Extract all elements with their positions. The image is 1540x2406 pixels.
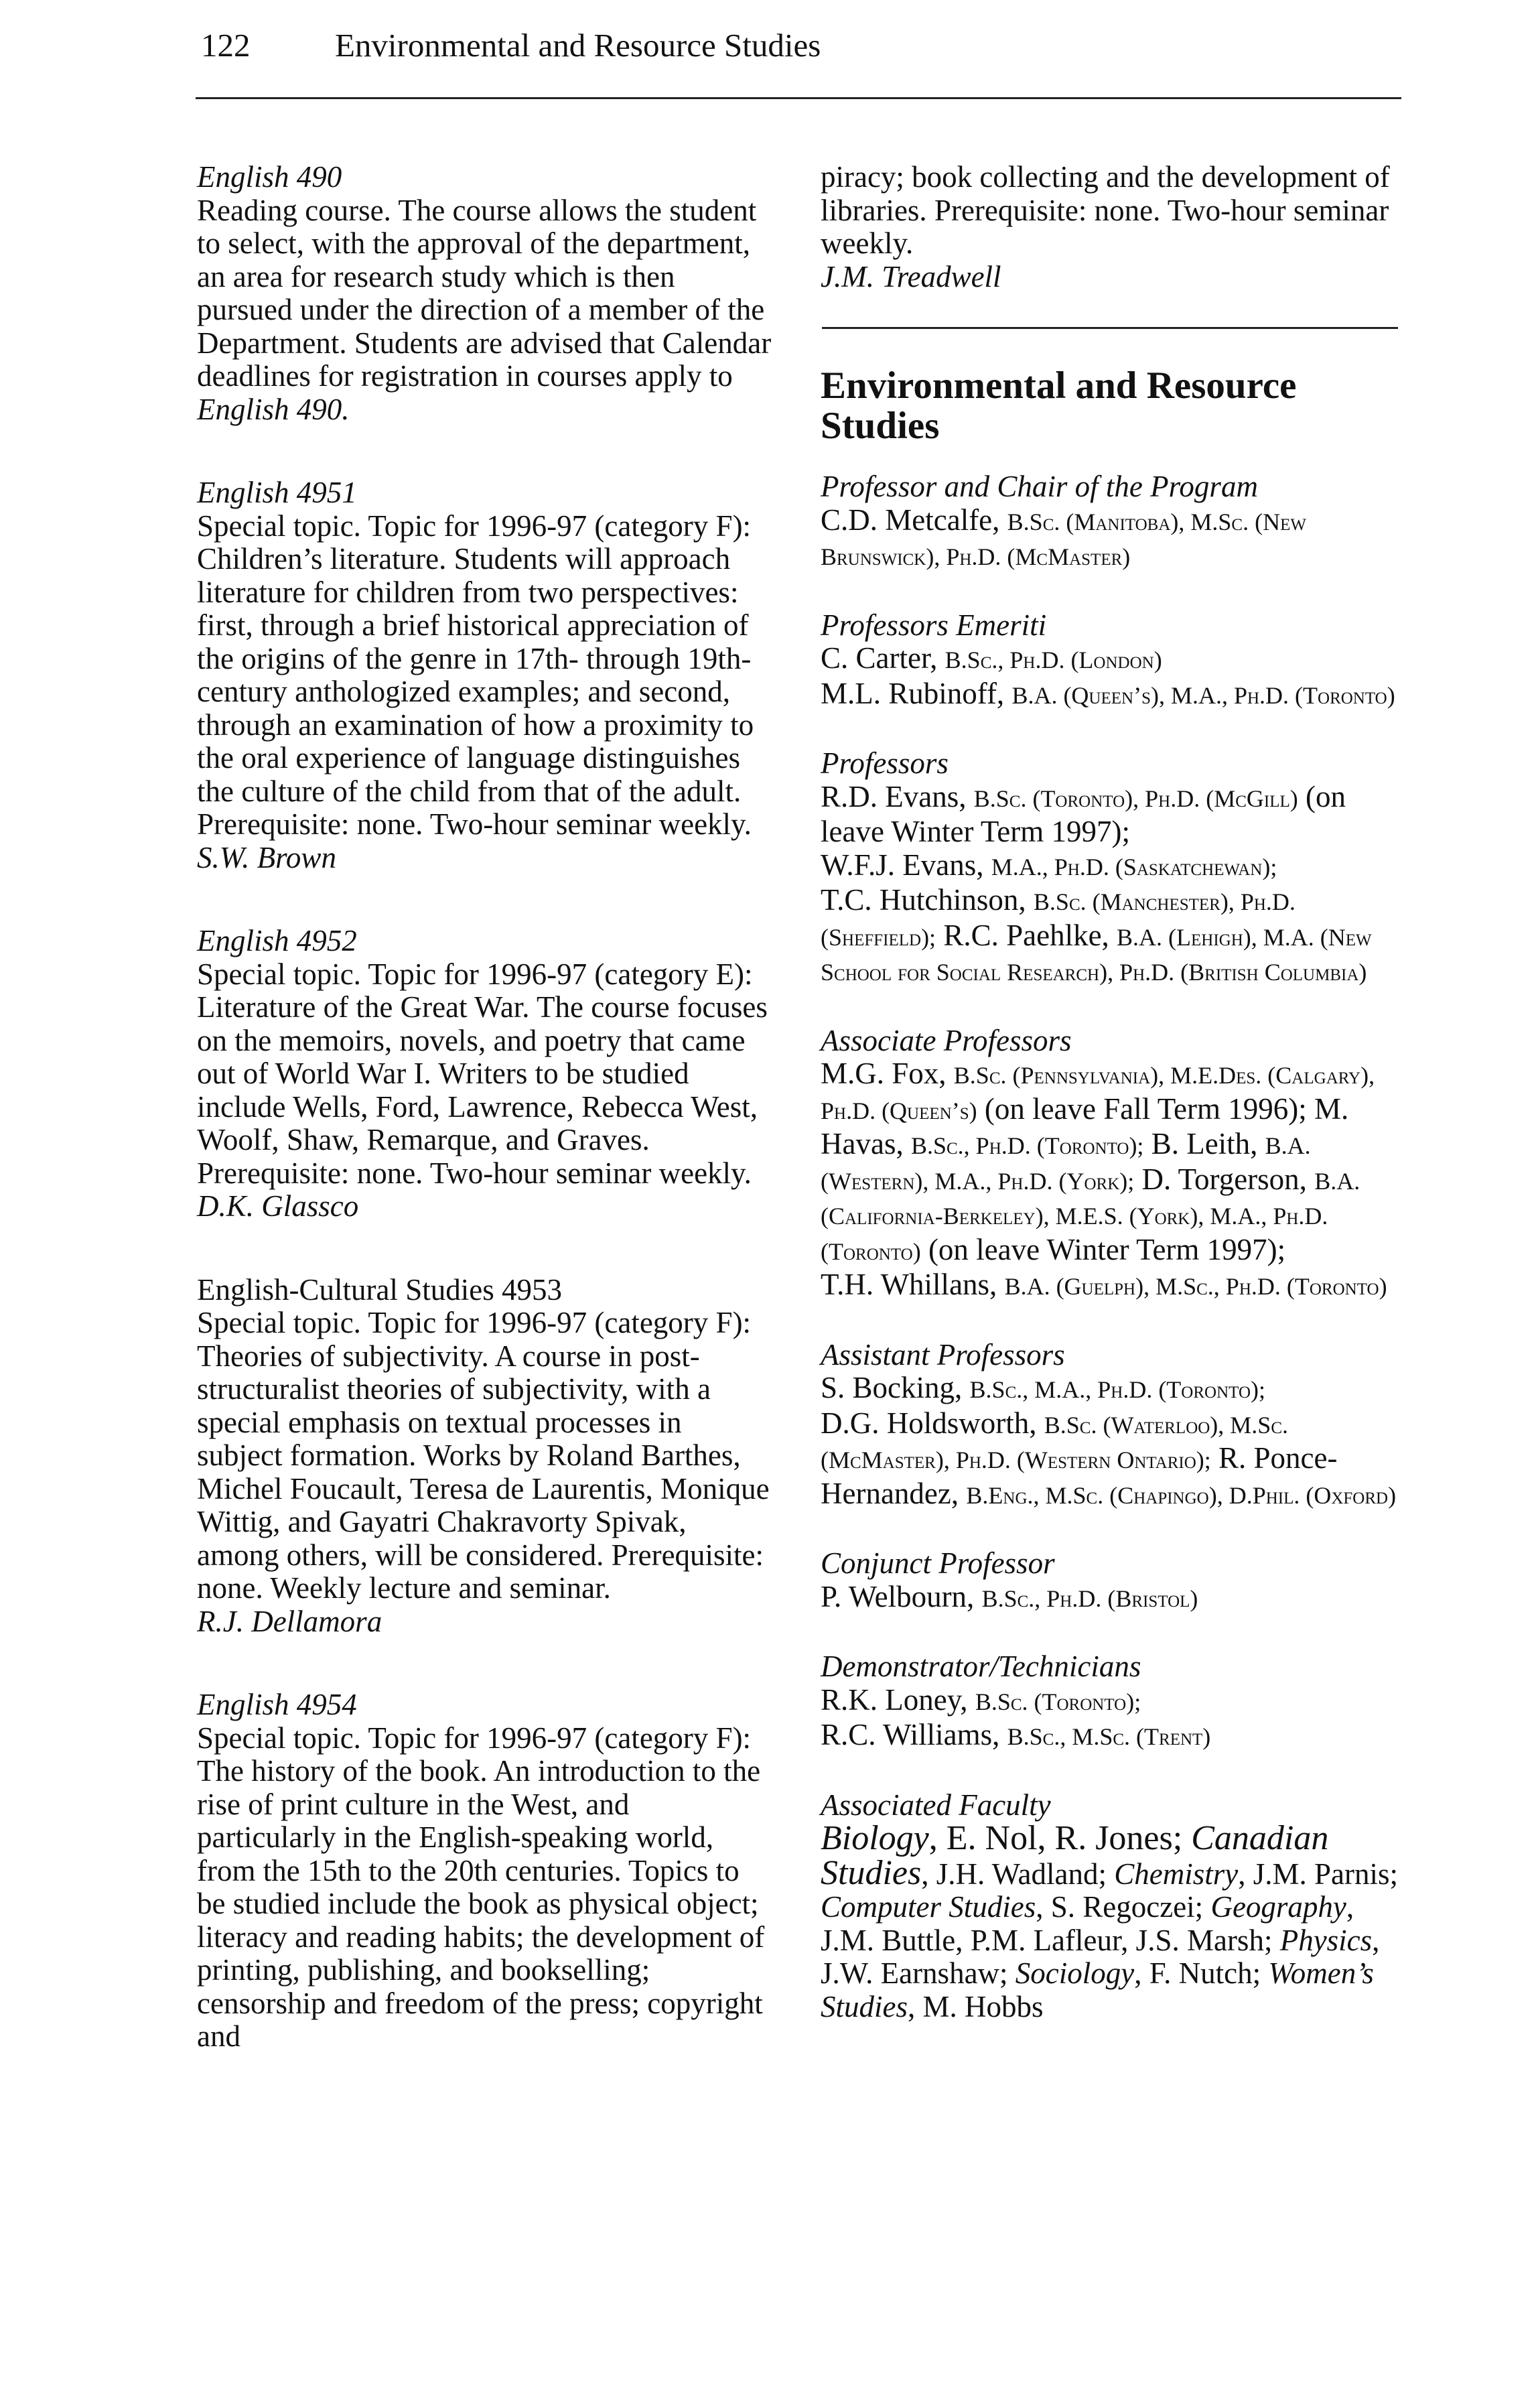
faculty-credentials: B.Sc., M.Sc. (Trent) [1007,1723,1211,1750]
leave-note: (on leave Fall Term 1996); [977,1091,1307,1126]
faculty-name: C. Carter, [821,641,938,675]
faculty-group-technicians [821,1650,1410,1754]
faculty-group-title: Professors Emeriti [821,608,1047,642]
faculty-list [821,1684,1410,1754]
course-title: English 4951 [197,476,357,509]
faculty-name: M.L. Rubinoff, [821,676,1005,710]
faculty-credentials: B.Sc. (Toronto); [975,1688,1141,1715]
page-number: 122 [201,27,251,64]
department-name: Physics [1279,1923,1373,1957]
faculty-name: T.H. Whillans, [821,1268,997,1301]
faculty-group-title: Professor and Chair of the Program [821,470,1258,503]
course-instructor: J.M. Treadwell [821,259,1001,293]
course-title: English 490 [197,160,342,194]
faculty-name: D.G. Holdsworth, [821,1406,1037,1440]
faculty-group-title: Conjunct Professor [821,1546,1055,1580]
faculty-credentials: B.Sc. (Pennsylvania), M.E.Des. (Calgary), Ph.D. (Queen’s) [821,1062,1375,1124]
faculty-name: R.D. Evans, [821,779,967,813]
faculty-names: , J.H. Wadland; [921,1857,1115,1891]
faculty-names: , J.M. Buttle, P.M. Lafleur, J.S. Marsh; [821,1890,1354,1957]
faculty-names: , M. Hobbs [908,1989,1044,2023]
faculty-credentials: B.Sc. (Toronto), Ph.D. (McGill) [973,785,1298,812]
faculty-credentials: B.A. (Western), M.A., Ph.D. (York); [821,1132,1311,1195]
right-column [821,161,1410,2058]
faculty-name: R.C. Paehlke, [936,918,1109,952]
faculty-name: B. Leith, [1143,1127,1258,1160]
course-entry [197,1274,773,1639]
faculty-credentials: B.Sc. (Manitoba), M.Sc. (New Brunswick), Ph.D. (McMaster) [821,508,1306,570]
course-continuation: piracy; book collecting and the development of libraries. Prerequisite: none. Two-hour seminar weekly. [821,160,1390,260]
department-name: Biology [821,1819,929,1857]
department-name: Sociology [1015,1956,1135,1990]
course-instructor: S.W. Brown [197,840,336,874]
course-entry [197,1688,773,2054]
faculty-group-title: Assistant Professors [821,1337,1065,1372]
faculty-names: , E. Nol, R. Jones; [928,1819,1192,1857]
faculty-group-title: Demonstrator/Technicians [821,1650,1141,1683]
course-entry [197,925,773,1223]
faculty-list [821,1372,1410,1512]
faculty-credentials: B.A. (Lehigh), M.A. (New School for Social Research), Ph.D. (British Columbia) [821,923,1372,986]
faculty-name: P. Welbourn, [821,1579,975,1613]
leave-note: (on leave Winter Term 1997); [821,779,1346,848]
running-header [201,25,821,66]
department-name: Women’s Studies [821,1956,1374,2023]
faculty-list [821,504,1410,574]
faculty-name: R. Ponce-Hernandez, [821,1441,1338,1510]
faculty-group-assistant [821,1339,1410,1513]
header-rule [196,97,1401,99]
leave-note: (on leave Winter Term 1997); [920,1232,1286,1266]
department-name: Computer Studies [821,1890,1036,1924]
faculty-list [821,642,1410,712]
faculty-names: , F. Nutch; [1134,1956,1269,1990]
course-description: Special topic. Topic for 1996-97 (category E): Literature of the Great War. The course focuses on the memoirs, novels, and poetry that came out of World War I. Writers to be studied include Wells, Ford, Lawrence, Rebecca West, Woolf, Shaw, Remarque, and Graves. Prerequisite: none. Two-hour seminar weekly. [197,957,768,1190]
faculty-name: M.G. Fox, [821,1057,947,1090]
faculty-group-associate [821,1024,1410,1304]
department-name: Canadian Studies [821,1819,1329,1892]
faculty-group-emeriti [821,609,1410,713]
faculty-name: T.C. Hutchinson, [821,883,1026,917]
faculty-group-title: Associate Professors [821,1023,1072,1057]
faculty-name: D. Torgerson, [1134,1162,1307,1196]
faculty-credentials: M.A., Ph.D. (Saskatchewan); [991,853,1277,880]
faculty-group-associated [821,1789,1410,2024]
course-entry [197,476,773,874]
faculty-group-conjunct [821,1547,1410,1615]
department-name: Geography [1210,1890,1346,1924]
faculty-credentials: B.A. (Guelph), M.Sc., Ph.D. (Toronto) [1004,1273,1387,1300]
faculty-credentials: B.Sc. (Waterloo), M.Sc. (McMaster), Ph.D. (Western Ontario); [821,1411,1288,1473]
course-instructor: D.K. Glassco [197,1189,359,1223]
running-title: Environmental and Resource Studies [335,27,821,64]
faculty-name: W.F.J. Evans, [821,848,984,882]
faculty-name: M. Havas, [821,1091,1349,1160]
faculty-list [821,781,1410,990]
course-title: English-Cultural Studies 4953 [197,1272,562,1307]
associated-faculty-list [821,1819,1410,2023]
faculty-group-chair [821,470,1410,574]
faculty-names: , J.M. Parnis; [1238,1857,1399,1891]
faculty-name: R.C. Williams, [821,1718,1000,1751]
course-description: Special topic. Topic for 1996-97 (category F): The history of the book. An introduction to the rise of print culture in the West, and particularly in the English-speaking world, from the 15th to the 20th centuries. Topics to be studied include the book as physical object; literacy and reading habits; the development of printing, publishing, and bookselling; censorship and freedom of the press; copyright and [197,1721,765,2053]
faculty-list [821,1581,1410,1616]
faculty-group-title: Associated Faculty [821,1788,1051,1822]
faculty-credentials: B.Sc., Ph.D. (Toronto); [910,1132,1144,1159]
faculty-name: C.D. Metcalfe, [821,503,1000,537]
faculty-list [821,1057,1410,1304]
course-title: English 4952 [197,924,357,957]
section-rule [822,327,1398,329]
course-instructor: R.J. Dellamora [197,1604,382,1638]
faculty-credentials: B.Sc., M.A., Ph.D. (Toronto); [969,1376,1266,1403]
faculty-credentials: B.A. (California-Berkeley), M.E.S. (York), M.A., Ph.D. (Toronto) [821,1167,1360,1265]
section-title: Environmental and Resource Studies [821,364,1297,447]
left-column [197,161,773,2104]
faculty-name: S. Bocking, [821,1371,963,1404]
course-entry [197,161,773,426]
department-name: Chemistry [1114,1857,1239,1891]
faculty-name: R.K. Loney, [821,1682,968,1717]
faculty-names: , J.W. Earnshaw; [821,1923,1380,1990]
faculty-credentials: B.A. (Queen’s), M.A., Ph.D. (Toronto) [1011,681,1395,709]
course-description: Special topic. Topic for 1996-97 (category F): Theories of subjectivity. A course in post-structuralist theories of subjectivity, with a special emphasis on textual processes in subject formation. Works by Roland Barthes, Michel Foucault, Teresa de Laurentis, Monique Wittig, and Gayatri Chakravorty Spivak, among others, will be considered. Prerequisite: none. Weekly lecture and seminar. [197,1306,770,1605]
course-description: Special topic. Topic for 1996-97 (category F): Children’s literature. Students will approach literature for children from two perspectives: first, through a brief historical appreciation of the origins of the genre in 17th- through 19th-century anthologized examples; and second, through an examination of how a proximity to the oral experience of language distinguishes the culture of the child from that of the adult. Prerequisite: none. Two-hour seminar weekly. [197,509,754,841]
faculty-group-title: Professors [821,746,949,780]
course-title: English 4954 [197,1688,357,1721]
faculty-credentials: B.Sc., Ph.D. (Bristol) [981,1585,1198,1612]
faculty-credentials: B.Sc. (Manchester), Ph.D. (Sheffield); [821,888,1296,951]
faculty-credentials: B.Sc., Ph.D. (London) [944,647,1162,673]
faculty-group-professors [821,747,1410,990]
course-description: Reading course. The course allows the student to select, with the approval of the department, an area for research study which is then pursued under the direction of a member of the Department. Students are advised that Calendar deadlines for registration in courses apply to English 490. [197,193,772,426]
faculty-credentials: B.Eng., M.Sc. (Chapingo), D.Phil. (Oxford) [966,1481,1397,1509]
faculty-names: , S. Regoczei; [1036,1890,1211,1924]
